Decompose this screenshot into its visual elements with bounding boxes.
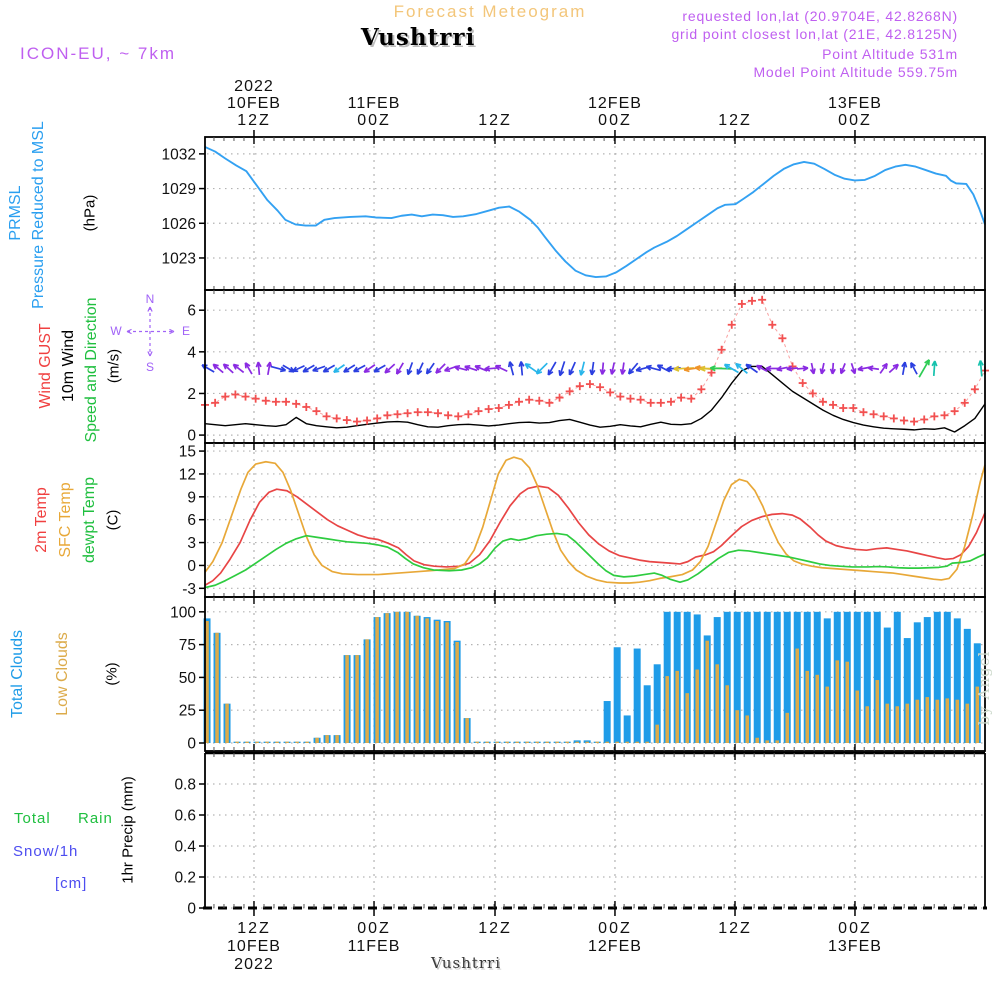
label-speed-direction: Speed and Direction	[83, 297, 100, 443]
precip-panel-frame	[174, 753, 987, 918]
svg-text:0.4: 0.4	[174, 838, 196, 856]
watermark: by Angel	[975, 650, 993, 726]
temperature-panel-frame	[179, 443, 985, 598]
svg-text:0.8: 0.8	[174, 776, 196, 794]
model-point-altitude: Model Point Altitude 559.75m	[753, 64, 958, 80]
label-1hr-precip-unit: 1hr Precip (mm)	[119, 776, 137, 884]
svg-text:0: 0	[187, 557, 196, 575]
label-total-rain-b: Rain	[78, 810, 113, 827]
label-wind-gust: Wind GUST	[37, 323, 54, 409]
label-cm-unit: [cm]	[55, 875, 88, 892]
requested-coords: requested lon,lat (20.9704E, 42.8268N)	[682, 8, 958, 24]
svg-text:12Z: 12Z	[237, 112, 271, 129]
svg-text:0.6: 0.6	[174, 807, 196, 825]
label-total-clouds: Total Clouds	[9, 629, 26, 719]
svg-text:00Z: 00Z	[598, 112, 632, 129]
compass-south-label: S	[145, 360, 155, 374]
precip-panel-grid	[207, 755, 983, 908]
label-prmsl: PRMSL	[7, 185, 24, 241]
compass-rose	[127, 307, 174, 356]
label-percent-unit: (%)	[103, 662, 121, 686]
svg-text:1023: 1023	[161, 250, 196, 268]
station-title: Vushtrri	[360, 24, 476, 51]
label-10m-wind: 10m Wind	[60, 329, 77, 403]
pressure-panel-grid	[207, 139, 983, 288]
svg-text:13FEB: 13FEB	[828, 95, 882, 112]
label-low-clouds: Low Clouds	[54, 632, 71, 716]
svg-text:12Z: 12Z	[478, 112, 512, 129]
grid-point-coords: grid point closest lon,lat (21E, 42.8125N)	[671, 26, 958, 42]
clouds-panel-frame	[170, 597, 985, 752]
svg-text:2: 2	[187, 385, 196, 403]
svg-text:4: 4	[187, 344, 196, 362]
svg-text:1032: 1032	[161, 146, 196, 164]
footer-station: Vushtrri	[430, 954, 502, 972]
svg-text:10FEB: 10FEB	[227, 95, 281, 112]
label-hpa-unit: (hPa)	[81, 194, 99, 232]
svg-text:100: 100	[170, 604, 196, 622]
compass-west-label: W	[110, 324, 122, 338]
compass-east-label: E	[181, 324, 191, 338]
time-axis-labels	[227, 78, 882, 973]
page-title: Forecast Meteogram	[393, 2, 587, 21]
svg-text:9: 9	[187, 489, 196, 507]
svg-text:1029: 1029	[161, 181, 196, 199]
svg-text:00Z: 00Z	[357, 112, 391, 129]
svg-text:75: 75	[178, 637, 196, 655]
svg-text:00Z: 00Z	[838, 920, 872, 937]
pressure-panel-frame	[162, 137, 985, 290]
label-c-unit: (C)	[104, 509, 122, 531]
svg-text:12: 12	[178, 466, 196, 484]
svg-text:6: 6	[187, 302, 196, 320]
svg-text:0: 0	[187, 900, 196, 918]
point-altitude: Point Altitude 531m	[822, 46, 958, 62]
label-ms-unit: (m/s)	[105, 348, 123, 384]
label-sfc-temp: SFC Temp	[57, 482, 74, 558]
compass-north-label: N	[145, 292, 155, 306]
svg-text:2022: 2022	[234, 956, 274, 973]
wind-series	[201, 296, 989, 432]
svg-text:15: 15	[178, 443, 196, 461]
svg-text:2022: 2022	[234, 78, 274, 95]
svg-text:00Z: 00Z	[357, 920, 391, 937]
svg-text:1026: 1026	[161, 215, 196, 233]
svg-text:25: 25	[178, 702, 196, 720]
temperature-panel-grid	[207, 445, 983, 595]
svg-text:00Z: 00Z	[838, 112, 872, 129]
temperature-series	[205, 457, 985, 587]
svg-text:6: 6	[187, 512, 196, 530]
label-2m-temp: 2m Temp	[33, 487, 50, 553]
svg-text:-3: -3	[182, 580, 196, 598]
svg-text:12Z: 12Z	[718, 112, 752, 129]
svg-text:11FEB: 11FEB	[347, 938, 401, 955]
label-dewpt-temp: dewpt Temp	[81, 477, 98, 563]
svg-text:12Z: 12Z	[478, 920, 512, 937]
svg-text:3: 3	[187, 535, 196, 553]
svg-text:12Z: 12Z	[237, 920, 271, 937]
svg-text:12FEB: 12FEB	[588, 95, 642, 112]
svg-text:00Z: 00Z	[598, 920, 632, 937]
label-total-rain-a: Total	[14, 810, 51, 827]
svg-text:0: 0	[187, 427, 196, 445]
label-pressure-reduced: Pressure Reduced to MSL	[30, 121, 47, 309]
svg-text:13FEB: 13FEB	[828, 938, 882, 955]
svg-text:0.2: 0.2	[174, 869, 196, 887]
svg-text:0: 0	[187, 735, 196, 753]
svg-text:12FEB: 12FEB	[588, 938, 642, 955]
label-snow-1h: Snow/1h	[13, 843, 79, 860]
svg-text:10FEB: 10FEB	[227, 938, 281, 955]
model-label: ICON-EU, ~ 7km	[20, 44, 176, 63]
svg-text:12Z: 12Z	[718, 920, 752, 937]
svg-text:50: 50	[178, 669, 196, 687]
svg-text:11FEB: 11FEB	[347, 95, 401, 112]
